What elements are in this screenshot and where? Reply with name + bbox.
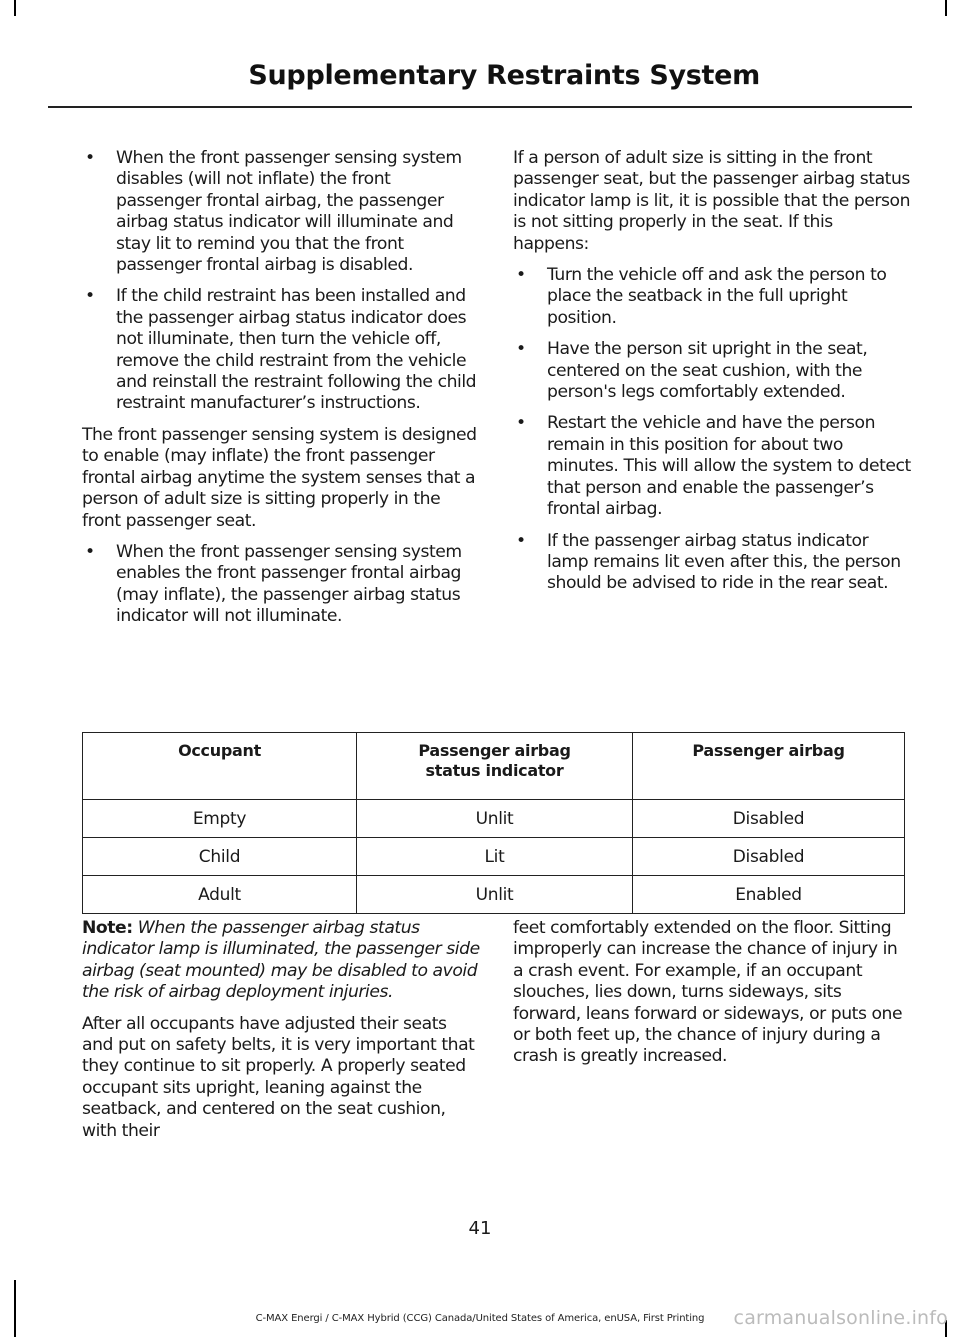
table-cell: Unlit (357, 876, 633, 914)
bullet-glyph: • (516, 530, 526, 551)
header-divider (48, 106, 912, 108)
table-cell: Enabled (633, 876, 905, 914)
list-item-text: Restart the vehicle and have the person remain in this position for about two minutes. This will allow the system to detect that person and enable the passenger’s frontal airbag. (547, 413, 911, 520)
crop-mark-top-left (14, 0, 16, 16)
table-header-row (83, 733, 905, 800)
table-cell: Adult (83, 876, 357, 914)
watermark: carmanualsonline.info (733, 1307, 948, 1329)
bullet-list (82, 148, 480, 415)
table-cell: Disabled (633, 838, 905, 876)
body-paragraph: After all occupants have adjusted their seats and put on safety belts, it is very important that they continue to sit properly. A properly seated occupant sits upright, leaning against the seatback, and centered on the seat cushion, with their (82, 1013, 475, 1141)
bullet-glyph: • (85, 286, 95, 307)
table-row (83, 800, 905, 838)
note-text: When the passenger airbag status indicator lamp is illuminated, the passenger side airbag (seat mounted) may be disabled to avoid the risk of airbag deployment injuries. (82, 918, 480, 1003)
table-header-cell: Occupant (83, 733, 357, 800)
list-item-text: Have the person sit upright in the seat, centered on the seat cushion, with the person's legs comfortably extended. (547, 339, 868, 403)
bullet-list (82, 542, 480, 628)
body-paragraph: The front passenger sensing system is designed to enable (may inflate) the front passenger frontal airbag anytime the system senses that a person of adult size is sitting properly in the front passenger seat. (82, 424, 477, 531)
table-row (83, 876, 905, 914)
list-item (82, 542, 480, 628)
bullet-list (479, 265, 911, 595)
bottom-right-column (513, 918, 911, 1078)
list-item-text: Turn the vehicle off and ask the person to place the seatback in the full upright position. (547, 265, 887, 328)
crop-mark-bottom-left (14, 1280, 16, 1337)
bullet-glyph: • (516, 413, 526, 434)
list-item (513, 531, 911, 595)
body-paragraph: If a person of adult size is sitting in the front passenger seat, but the passenger airbag status indicator lamp is lit, it is possible that the person is not sitting properly in the seat. If this happens: (513, 148, 911, 254)
body-paragraph: feet comfortably extended on the floor. Sitting improperly can increase the chance of injury in a crash event. For example, if an occupant slouches, lies down, turns sideways, sits forward, leans forward or sideways, or puts one or both feet up, the chance of injury during a crash is greatly increased. (513, 918, 903, 1067)
left-column (82, 148, 480, 638)
list-item (513, 265, 911, 329)
list-item-text: If the child restraint has been installed and the passenger airbag status indicator does not illuminate, then turn the vehicle off, remove the child restraint from the vehicle and reinstall the restraint following the child restraint manufacturer’s instructions. (116, 286, 477, 414)
footer-text: C-MAX Energi / C-MAX Hybrid (CCG) Canada/United States of America, enUSA, First Printing (255, 1313, 705, 1324)
table-cell: Empty (83, 800, 357, 838)
table-cell: Child (83, 838, 357, 876)
bullet-glyph: • (516, 339, 526, 360)
right-column (513, 148, 911, 605)
table-header-cell: Passenger airbag status indicator (357, 733, 633, 800)
table-row (83, 838, 905, 876)
table-cell: Unlit (357, 800, 633, 838)
list-item (82, 286, 480, 414)
bullet-glyph: • (85, 541, 95, 562)
note-label: Note: (82, 918, 133, 938)
list-item (513, 413, 911, 520)
list-item-text: When the front passenger sensing system enables the front passenger frontal airbag (may inflate), the passenger airbag status indicator will not illuminate. (116, 541, 462, 627)
bottom-left-column (82, 918, 480, 1152)
table-header-cell: Passenger airbag (633, 733, 905, 800)
bullet-glyph: • (85, 148, 95, 168)
table-cell: Lit (357, 838, 633, 876)
note (82, 918, 480, 1004)
table-cell: Disabled (633, 800, 905, 838)
list-item-text: When the front passenger sensing system disables (will not inflate) the front passenger frontal airbag, the passenger airbag status indicator will illuminate and stay lit to remind you that the front passenger frontal airbag is disabled. (116, 148, 462, 276)
list-item (513, 339, 911, 403)
list-item (82, 148, 480, 276)
airbag-status-table (82, 732, 905, 914)
page-number: 41 (468, 1218, 492, 1239)
page-title: Supplementary Restraints System (248, 60, 760, 91)
list-item-text: If the passenger airbag status indicator lamp remains lit even after this, the person should be advised to ride in the rear seat. (547, 530, 901, 594)
bullet-glyph: • (516, 265, 526, 286)
crop-mark-top-right (945, 0, 947, 16)
